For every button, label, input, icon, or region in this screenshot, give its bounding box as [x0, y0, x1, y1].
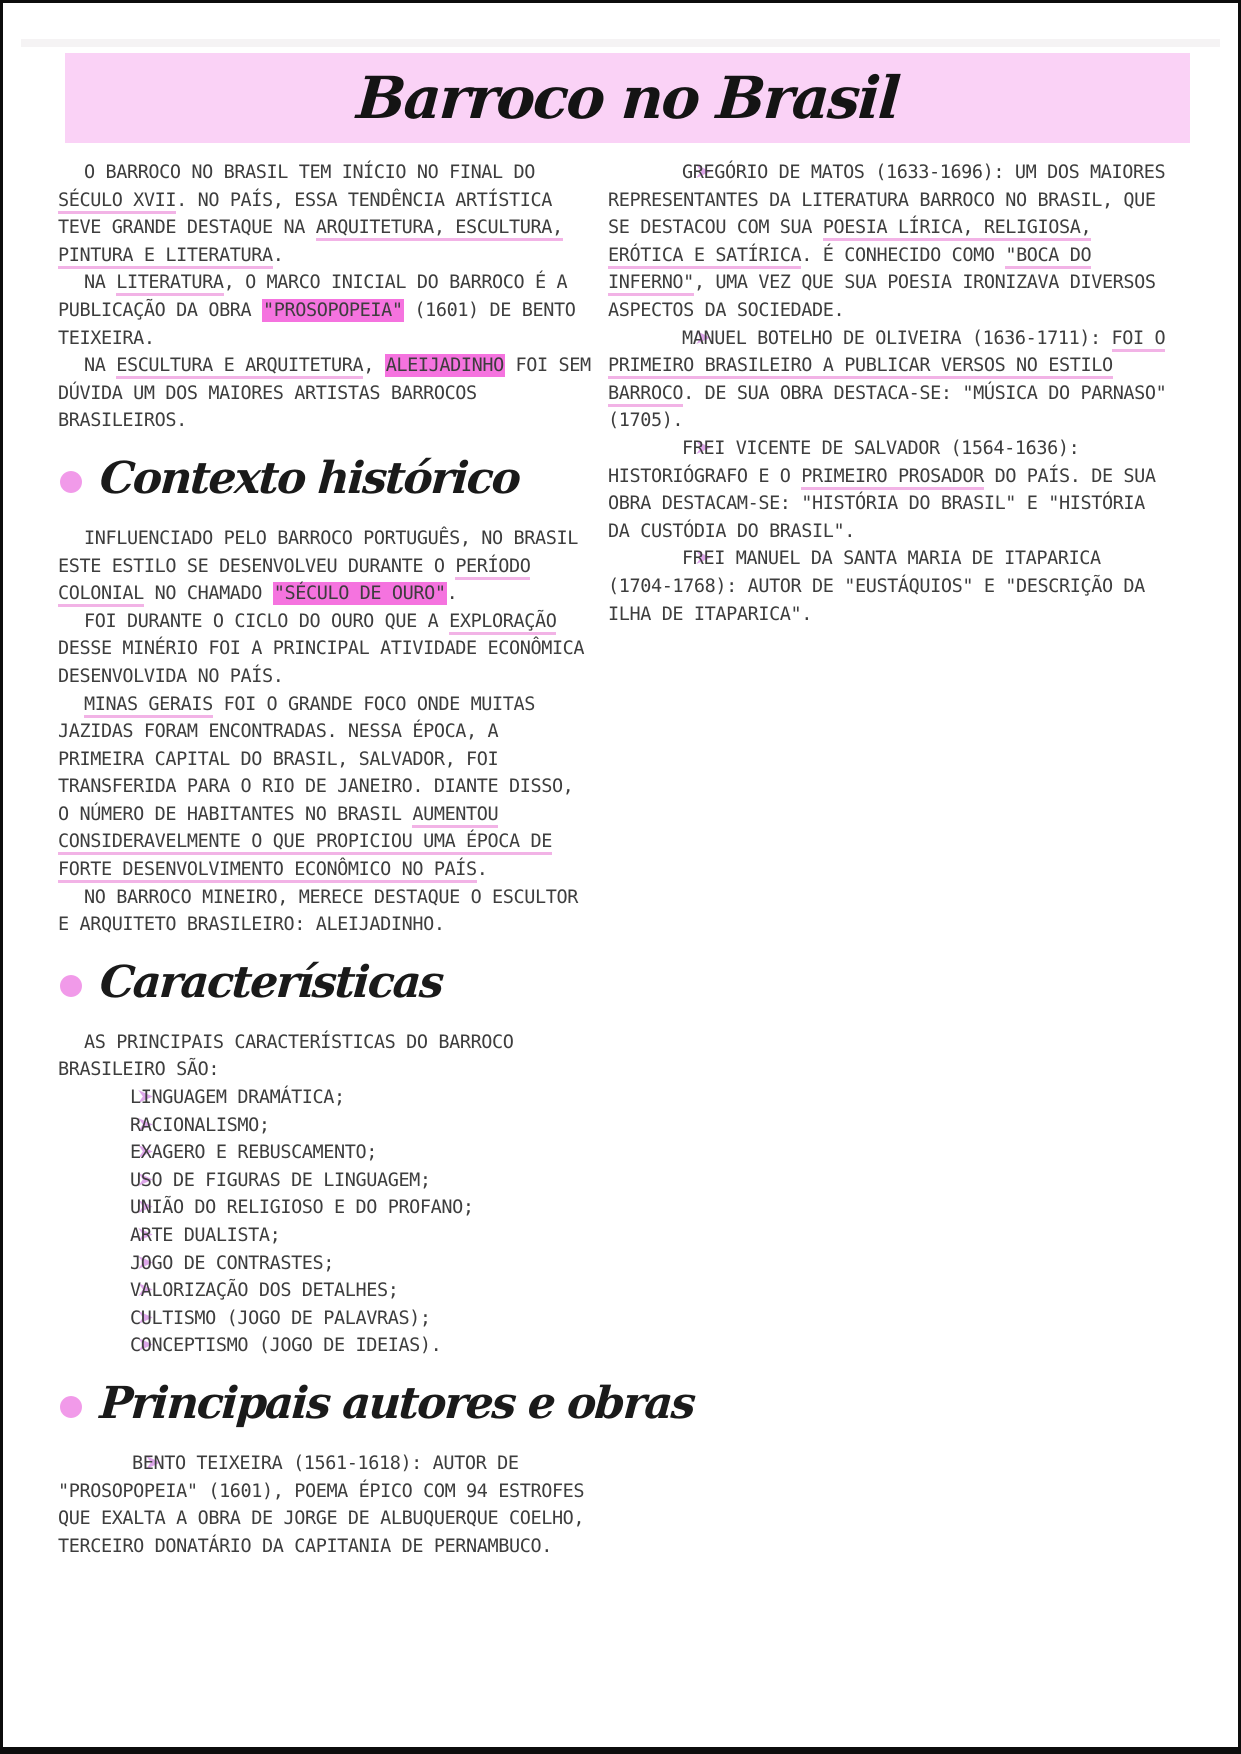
body-text: .	[272, 244, 284, 266]
section-heading	[58, 1372, 696, 1436]
body-text: .	[476, 859, 488, 881]
underlined-text: ESCULTURA E ARQUITETURA	[116, 355, 363, 379]
left-column	[58, 159, 696, 1560]
content-columns	[3, 143, 1238, 1560]
underlined-text: LITERATURA	[116, 272, 223, 296]
body-text: LINGUAGEM DRAMÁTICA;	[130, 1087, 345, 1109]
body-text: DO PAÍS. DE SUA OBRA DESTACAM-SE: "HISTÓRIA DO BRASIL" E "HISTÓRIA DA CUSTÓDIA DO BRASIL".	[608, 465, 1156, 542]
author-entry	[608, 325, 1168, 435]
arrowhead-right-icon	[98, 1250, 113, 1263]
arrowhead-right-icon	[98, 1139, 113, 1152]
characteristic-item	[58, 1250, 594, 1278]
section-heading	[58, 447, 594, 511]
underlined-text: SÉCULO XVII	[58, 190, 176, 214]
body-text: RACIONALISMO;	[130, 1114, 270, 1136]
arrowhead-right-icon	[98, 1084, 113, 1097]
paragraph	[58, 352, 594, 435]
author-entry	[608, 545, 1168, 628]
paragraph	[58, 269, 594, 352]
underlined-text: MINAS GERAIS	[84, 694, 213, 718]
arrowhead-right-icon	[98, 1222, 113, 1235]
characteristic-item	[58, 1084, 594, 1112]
body-text: CULTISMO (JOGO DE PALAVRAS);	[130, 1307, 431, 1329]
title-banner	[65, 53, 1190, 143]
author-entry	[608, 159, 1168, 325]
body-text: ,	[363, 355, 385, 377]
body-text: NO BARROCO MINEIRO, MERECE DESTAQUE O ESCULTOR E ARQUITETO BRASILEIRO: ALEIJADINHO.	[58, 886, 578, 936]
highlighted-text: "SÉCULO DE OURO"	[273, 583, 446, 605]
body-text: , O MARCO INICIAL DO BARROCO É A PUBLICAÇÃO DA OBRA	[58, 272, 568, 321]
circle-dot-icon	[60, 975, 82, 997]
characteristic-item	[58, 1194, 594, 1222]
body-text: USO DE FIGURAS DE LINGUAGEM;	[130, 1169, 431, 1191]
paragraph	[58, 608, 594, 691]
characteristic-item	[58, 1112, 594, 1140]
underlined-text: EXPLORAÇÃO	[449, 611, 556, 635]
scan-artifact-strip	[21, 39, 1220, 47]
characteristic-item	[58, 1305, 594, 1333]
characteristic-item	[58, 1277, 594, 1305]
arrowhead-right-icon	[652, 325, 667, 338]
body-text: EXAGERO E REBUSCAMENTO;	[130, 1142, 377, 1164]
underlined-text: FOI O PRIMEIRO BRASILEIRO A PUBLICAR VERSOS NO ESTILO BARROCO	[608, 328, 1165, 407]
characteristic-item	[58, 1139, 594, 1167]
section-heading	[58, 951, 594, 1015]
body-text: AS PRINCIPAIS CARACTERÍSTICAS DO BARROCO BRASILEIRO SÃO:	[58, 1031, 514, 1081]
body-text: INFLUENCIADO PELO BARROCO PORTUGUÊS, NO BRASIL ESTE ESTILO SE DESENVOLVEU DURANTE O	[58, 527, 578, 577]
arrowhead-right-icon	[98, 1194, 113, 1207]
body-text: O BARROCO NO BRASIL TEM INÍCIO NO FINAL DO	[84, 162, 535, 183]
characteristic-item	[58, 1222, 594, 1250]
body-text: FOI O GRANDE FOCO ONDE MUITAS JAZIDAS FORAM ENCONTRADAS. NESSA ÉPOCA, A PRIMEIRA CAPITAL DO BRASIL, SALVADOR, FOI TRANSFERIDA PARA O RIO DE JANEIRO. DIANTE DISSO, O NÚMERO DE HABITANTES NO BRASIL	[58, 693, 574, 825]
underlined-text: POESIA LÍRICA, RELIGIOSA, ERÓTICA E SATÍRICA	[608, 217, 1091, 269]
highlighted-text: "PROSOPOPEIA"	[263, 299, 403, 321]
body-text: , UMA VEZ QUE SUA POESIA IRONIZAVA DIVERSOS ASPECTOS DA SOCIEDADE.	[608, 272, 1156, 321]
paragraph	[58, 525, 594, 608]
body-text: NA	[84, 272, 117, 294]
body-text: GREGÓRIO DE MATOS (1633-1696): UM DOS MAIORES REPRESENTANTES DA LITERATURA BARROCO NO BRASIL, QUE SE DESTACOU COM SUA	[608, 162, 1166, 239]
underlined-text: PERÍODO COLONIAL	[58, 556, 530, 608]
body-text: VALORIZAÇÃO DOS DETALHES;	[130, 1280, 399, 1302]
circle-dot-icon	[60, 471, 82, 493]
paragraph	[58, 691, 594, 884]
arrowhead-right-icon	[98, 1167, 113, 1180]
body-text: . DE SUA OBRA DESTACA-SE: "MÚSICA DO PARNASO" (1705).	[608, 382, 1167, 432]
paragraph	[58, 159, 594, 269]
section-heading-label: Características	[98, 957, 444, 1009]
body-text: FREI VICENTE DE SALVADOR (1564-1636): HISTORIÓGRAFO E O	[608, 437, 1080, 487]
arrowhead-right-icon	[98, 1277, 113, 1290]
body-text: DESSE MINÉRIO FOI A PRINCIPAL ATIVIDADE ECONÔMICA DESENVOLVIDA NO PAÍS.	[58, 638, 585, 687]
body-text: FREI MANUEL DA SANTA MARIA DE ITAPARICA (1704-1768): AUTOR DE "EUSTÁQUIOS" E "DESCRIÇÃO DA ILHA DE ITAPARICA".	[608, 548, 1145, 625]
highlighted-text: ALEIJADINHO	[385, 355, 504, 377]
body-text: MANUEL BOTELHO DE OLIVEIRA (1636-1711):	[682, 327, 1112, 349]
paragraph	[58, 884, 594, 939]
body-text: JOGO DE CONTRASTES;	[130, 1252, 335, 1274]
page-title: Barroco no Brasil	[354, 64, 901, 132]
arrowhead-right-icon	[98, 1332, 113, 1345]
underlined-text: AUMENTOU CONSIDERAVELMENTE O QUE PROPICIOU UMA ÉPOCA DE FORTE DESENVOLVIMENTO ECONÔMICO NO PAÍS	[58, 804, 552, 883]
body-text: ARTE DUALISTA;	[130, 1225, 281, 1246]
body-text: (1601) DE BENTO TEIXEIRA.	[58, 299, 576, 349]
section-heading-label: Contexto histórico	[98, 453, 521, 505]
body-text: . NO PAÍS, ESSA TENDÊNCIA ARTÍSTICA TEVE GRANDE DESTAQUE NA	[58, 189, 552, 239]
section-heading-label: Principais autores e obras	[98, 1378, 696, 1430]
body-text: BENTO TEIXEIRA (1561-1618): AUTOR DE "PROSOPOPEIA" (1601), POEMA ÉPICO COM 94 ESTROFES QUE EXALTA A OBRA DE JORGE DE ALBUQUERQUE COELHO, TERCEIRO DONATÁRIO DA CAPITANIA DE PERNAMBUCO.	[58, 1452, 585, 1557]
body-text: . É CONHECIDO COMO	[801, 244, 1006, 266]
body-text: CONCEPTISMO (JOGO DE IDEIAS).	[130, 1335, 442, 1357]
arrowhead-right-icon	[652, 159, 667, 172]
body-text: NA	[84, 355, 117, 377]
body-text: NO CHAMADO	[143, 583, 273, 605]
arrowhead-right-icon	[98, 1112, 113, 1125]
arrowhead-right-icon	[652, 435, 667, 448]
characteristic-item	[58, 1167, 594, 1195]
underlined-text: "BOCA DO INFERNO"	[608, 245, 1091, 297]
author-entry	[608, 435, 1168, 545]
arrowhead-right-icon	[102, 1450, 117, 1463]
author-entry	[58, 1450, 594, 1560]
body-text: FOI SEM DÚVIDA UM DOS MAIORES ARTISTAS BARROCOS BRASILEIROS.	[58, 355, 591, 432]
characteristic-item	[58, 1332, 594, 1360]
paragraph	[58, 1029, 594, 1084]
circle-dot-icon	[60, 1396, 82, 1418]
arrowhead-right-icon	[652, 545, 667, 558]
arrowhead-right-icon	[98, 1305, 113, 1318]
body-text: UNIÃO DO RELIGIOSO E DO PROFANO;	[130, 1197, 474, 1219]
body-text: .	[446, 583, 458, 605]
body-text: FOI DURANTE O CICLO DO OURO QUE A	[84, 610, 450, 632]
underlined-text: PRIMEIRO PROSADOR	[801, 466, 984, 490]
underlined-text: ARQUITETURA, ESCULTURA, PINTURA E LITERATURA	[58, 217, 563, 269]
right-column	[608, 159, 1168, 1560]
